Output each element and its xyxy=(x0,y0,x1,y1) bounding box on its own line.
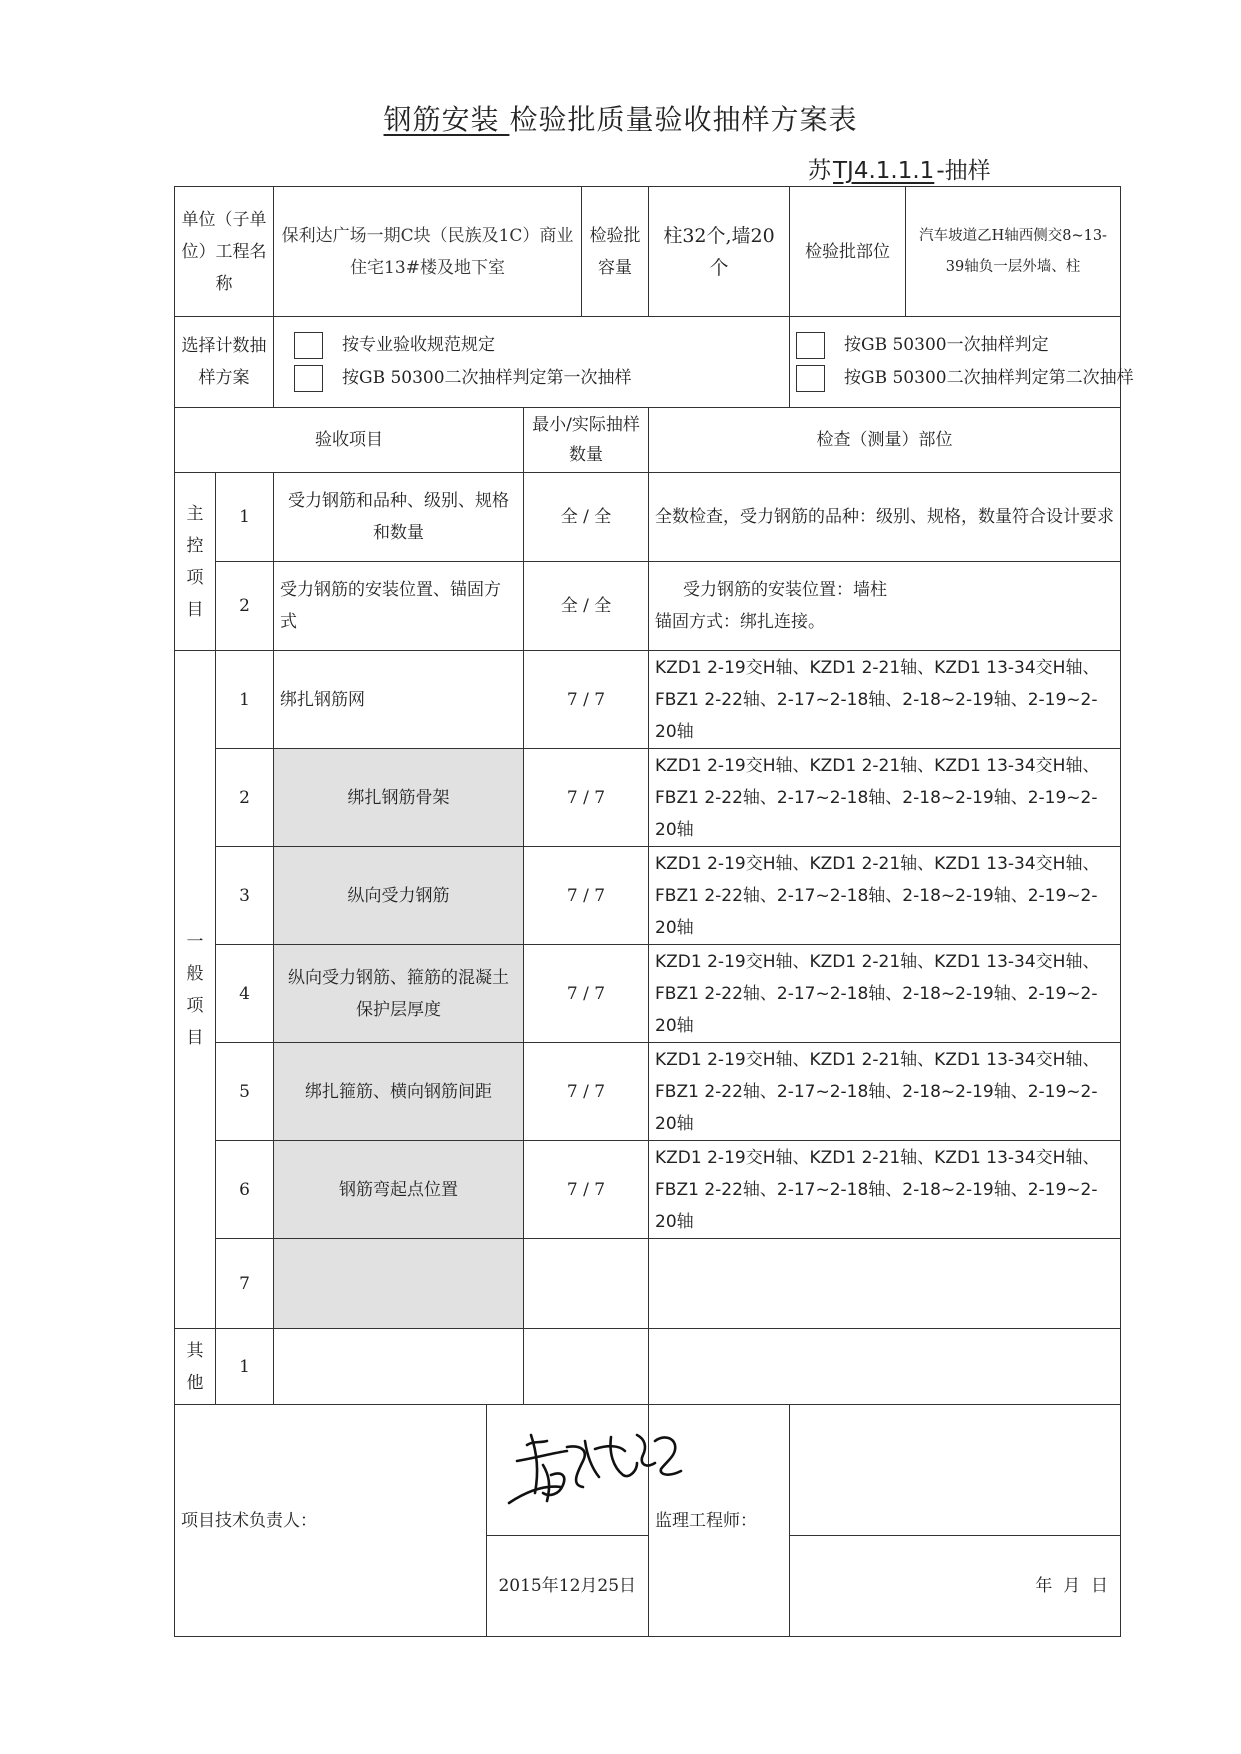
row-item: 绑扎钢筋骨架 xyxy=(274,749,524,847)
checkbox[interactable] xyxy=(796,365,825,392)
row-no: 7 xyxy=(216,1239,274,1329)
row-no: 1 xyxy=(216,651,274,749)
scheme-option-1[interactable] xyxy=(280,329,783,362)
row-no: 6 xyxy=(216,1141,274,1239)
general-row-7 xyxy=(175,1239,1121,1329)
general-row-6 xyxy=(175,1141,1121,1239)
unit-label: 单位（子单位）工程名称 xyxy=(175,187,274,317)
row-no: 5 xyxy=(216,1043,274,1141)
general-row-1 xyxy=(175,651,1121,749)
other-label: 其他 xyxy=(175,1329,216,1405)
col-location: 检查（测量）部位 xyxy=(649,408,1121,473)
page-title xyxy=(0,98,1241,138)
checkbox[interactable] xyxy=(294,332,323,359)
option-label: 按GB 50300一次抽样判定 xyxy=(844,335,1049,355)
code-number: TJ4.1.1.1 xyxy=(833,158,935,184)
inspection-table xyxy=(174,186,1134,1637)
row-no: 4 xyxy=(216,945,274,1043)
row-item xyxy=(274,1329,524,1405)
scheme-options-right xyxy=(790,317,1134,408)
checkbox[interactable] xyxy=(796,332,825,359)
row-count: 7 / 7 xyxy=(524,651,649,749)
general-row-5 xyxy=(175,1043,1121,1141)
row-item: 受力钢筋的安装位置、锚固方式 xyxy=(274,562,524,651)
row-no: 2 xyxy=(216,562,274,651)
signature-row xyxy=(175,1405,1121,1536)
scheme-options-left xyxy=(274,317,790,408)
row-location: KZD1 2-19交H轴、KZD1 2-21轴、KZD1 13-34交H轴、FBZ1 2-22轴、2-17~2-18轴、2-18~2-19轴、2-19~2-20轴 xyxy=(649,1141,1121,1239)
scheme-option-2[interactable] xyxy=(796,329,1114,362)
supervisor-date: 年 月 日 xyxy=(790,1536,1121,1637)
row-item: 纵向受力钢筋 xyxy=(274,847,524,945)
location-line-1: 受力钢筋的安装位置：墙柱 xyxy=(683,580,888,600)
row-count: 7 / 7 xyxy=(524,749,649,847)
title-underlined: 钢筋安装 xyxy=(383,103,510,136)
row-count: 全 / 全 xyxy=(524,473,649,562)
location-label: 检验批部位 xyxy=(790,187,906,317)
handwritten-signature xyxy=(487,1405,742,1533)
row-item: 钢筋弯起点位置 xyxy=(274,1141,524,1239)
tech-signature-cell xyxy=(487,1405,649,1536)
general-row-4 xyxy=(175,945,1121,1043)
scheme-label: 选择计数抽样方案 xyxy=(175,317,274,408)
location-value: 汽车坡道乙H轴西侧交8~13-39轴负一层外墙、柱 xyxy=(906,187,1121,317)
row-count xyxy=(524,1239,649,1329)
option-label: 按GB 50300二次抽样判定第二次抽样 xyxy=(844,368,1134,388)
row-location: KZD1 2-19交H轴、KZD1 2-21轴、KZD1 13-34交H轴、FBZ1 2-22轴、2-17~2-18轴、2-18~2-19轴、2-19~2-20轴 xyxy=(649,847,1121,945)
option-label: 按专业验收规范规定 xyxy=(342,335,495,355)
row-no: 3 xyxy=(216,847,274,945)
scheme-option-3[interactable] xyxy=(280,362,783,395)
tech-label: 项目技术负责人： xyxy=(175,1405,487,1637)
row-item: 受力钢筋和品种、级别、规格和数量 xyxy=(274,473,524,562)
row-no: 1 xyxy=(216,1329,274,1405)
row-item: 绑扎钢筋网 xyxy=(274,651,524,749)
code-prefix: 苏 xyxy=(808,158,831,184)
capacity-value: 柱32个,墙20个 xyxy=(649,187,790,317)
main-control-row-1 xyxy=(175,473,1121,562)
header-row xyxy=(175,187,1121,317)
column-header-row xyxy=(175,408,1121,473)
col-item: 验收项目 xyxy=(175,408,524,473)
other-row xyxy=(175,1329,1121,1405)
main-control-label: 主控项目 xyxy=(175,473,216,651)
option-label: 按GB 50300二次抽样判定第一次抽样 xyxy=(342,368,632,388)
row-location: KZD1 2-19交H轴、KZD1 2-21轴、KZD1 13-34交H轴、FBZ1 2-22轴、2-17~2-18轴、2-18~2-19轴、2-19~2-20轴 xyxy=(649,651,1121,749)
row-count: 7 / 7 xyxy=(524,1043,649,1141)
row-location xyxy=(649,1329,1121,1405)
location-line-2: 锚固方式：绑扎连接。 xyxy=(655,612,826,632)
row-location: KZD1 2-19交H轴、KZD1 2-21轴、KZD1 13-34交H轴、FBZ1 2-22轴、2-17~2-18轴、2-18~2-19轴、2-19~2-20轴 xyxy=(649,749,1121,847)
code-suffix: -抽样 xyxy=(936,158,991,184)
row-location xyxy=(649,1239,1121,1329)
row-count: 全 / 全 xyxy=(524,562,649,651)
row-count: 7 / 7 xyxy=(524,945,649,1043)
col-count: 最小/实际抽样数量 xyxy=(524,408,649,473)
title-rest: 检验批质量验收抽样方案表 xyxy=(509,103,858,136)
row-location xyxy=(649,562,1121,651)
row-no: 1 xyxy=(216,473,274,562)
tech-date: 2015年12月25日 xyxy=(487,1536,649,1637)
row-location: KZD1 2-19交H轴、KZD1 2-21轴、KZD1 13-34交H轴、FBZ1 2-22轴、2-17~2-18轴、2-18~2-19轴、2-19~2-20轴 xyxy=(649,1043,1121,1141)
row-no: 2 xyxy=(216,749,274,847)
checkbox[interactable] xyxy=(294,365,323,392)
row-count xyxy=(524,1329,649,1405)
scheme-option-4[interactable] xyxy=(796,362,1134,395)
row-item: 绑扎箍筋、横向钢筋间距 xyxy=(274,1043,524,1141)
row-location: KZD1 2-19交H轴、KZD1 2-21轴、KZD1 13-34交H轴、FBZ1 2-22轴、2-17~2-18轴、2-18~2-19轴、2-19~2-20轴 xyxy=(649,945,1121,1043)
row-item: 纵向受力钢筋、箍筋的混凝土保护层厚度 xyxy=(274,945,524,1043)
general-row-2 xyxy=(175,749,1121,847)
general-row-3 xyxy=(175,847,1121,945)
form-code xyxy=(808,152,991,185)
supervisor-signature-cell xyxy=(790,1405,1121,1536)
unit-value: 保利达广场一期C块（民族及1C）商业住宅13#楼及地下室 xyxy=(274,187,582,317)
scheme-row xyxy=(175,317,1121,408)
row-location: 全数检查，受力钢筋的品种：级别、规格，数量符合设计要求 xyxy=(649,473,1121,562)
main-control-row-2 xyxy=(175,562,1121,651)
row-item xyxy=(274,1239,524,1329)
capacity-label: 检验批容量 xyxy=(582,187,649,317)
row-count: 7 / 7 xyxy=(524,847,649,945)
supervisor-label: 监理工程师： xyxy=(649,1405,790,1637)
row-count: 7 / 7 xyxy=(524,1141,649,1239)
general-label: 一般项目 xyxy=(175,651,216,1329)
